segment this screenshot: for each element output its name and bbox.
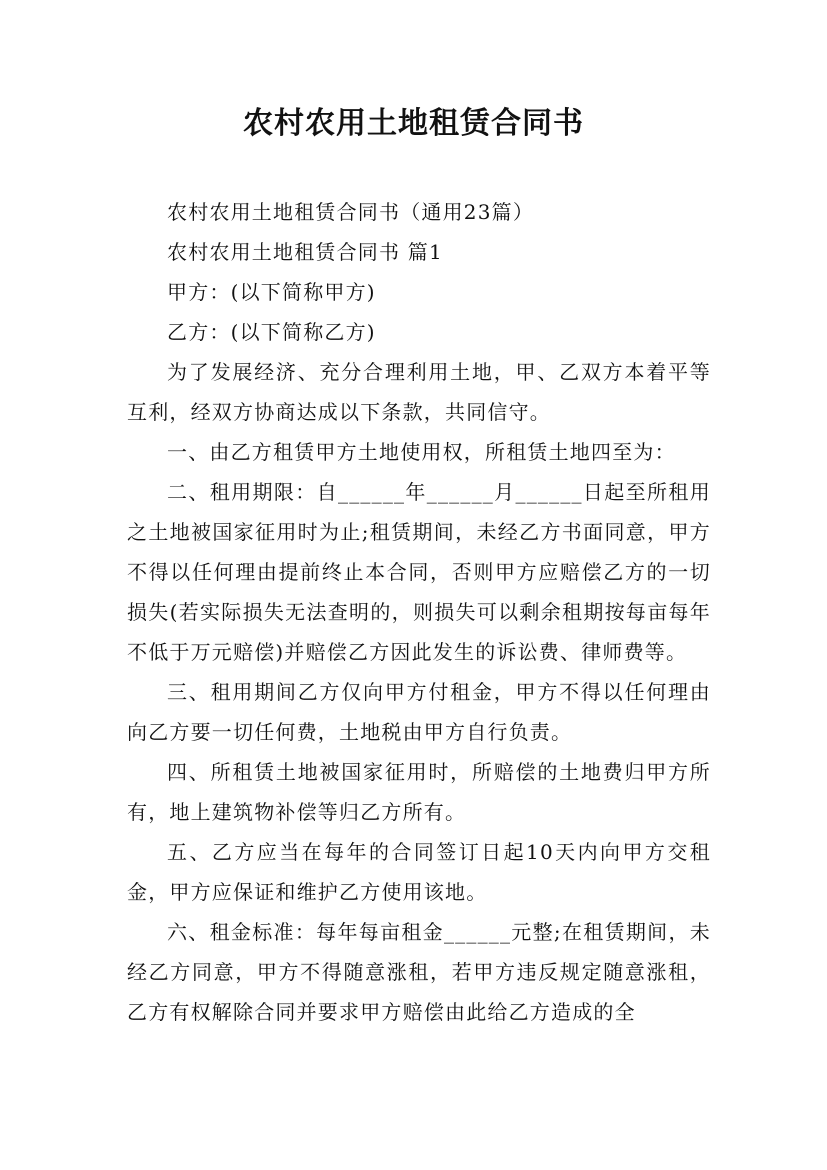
clause-2: 二、租用期限：自______年______月______日起至所租用之土地被国家征用时为止;租赁期间，未经乙方书面同意，甲方不得以任何理由提前终止本合同，否则甲方应赔偿乙方的一切损失(若实际损失无法查明的，则损失可以剩余租期按每亩每年不低于万元赔偿)并赔偿乙方因此发生的诉讼费、律师费等。	[127, 480, 711, 664]
clause-6: 六、租金标准：每年每亩租金______元整;在租赁期间，未经乙方同意，甲方不得随意涨租，若甲方违反规定随意涨租，乙方有权解除合同并要求甲方赔偿由此给乙方造成的全	[127, 920, 711, 1024]
clause-4: 四、所租赁土地被国家征用时，所赔偿的土地费归甲方所有，地上建筑物补偿等归乙方所有。	[127, 760, 711, 824]
clause-1: 一、由乙方租赁甲方土地使用权，所租赁土地四至为：	[167, 440, 676, 464]
clause-3: 三、租用期间乙方仅向甲方付租金，甲方不得以任何理由向乙方要一切任何费，土地税由甲方自行负责。	[127, 680, 711, 744]
document-title: 农村农用土地租赁合同书	[243, 106, 584, 141]
document-body	[127, 192, 711, 1032]
clause-5: 五、乙方应当在每年的合同签订日起10天内向甲方交租金，甲方应保证和维护乙方使用该地。	[127, 840, 711, 904]
party-a-line: 甲方：(以下简称甲方)	[167, 280, 376, 304]
party-b-line: 乙方：(以下简称乙方)	[167, 320, 376, 344]
intro-paragraph: 为了发展经济、充分合理利用土地，甲、乙双方本着平等互利，经双方协商达成以下条款，共同信守。	[127, 360, 711, 424]
document-subtitle: 农村农用土地租赁合同书（通用23篇）	[167, 200, 535, 224]
section-heading: 农村农用土地租赁合同书 篇1	[167, 240, 443, 264]
